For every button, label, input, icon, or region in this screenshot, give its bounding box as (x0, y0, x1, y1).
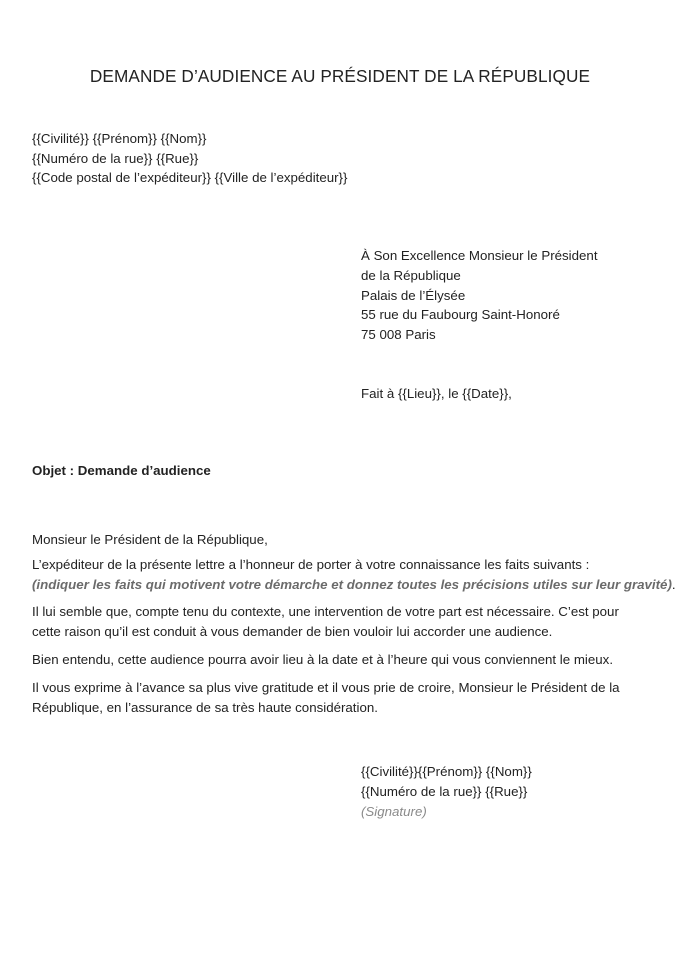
sender-name-line: {{Civilité}} {{Prénom}} {{Nom}} (32, 131, 207, 146)
letter-body (32, 530, 676, 725)
signature-name-line: {{Civilité}}{{Prénom}} {{Nom}} (361, 764, 532, 779)
facts-end: . (671, 576, 676, 592)
recipient-address (361, 246, 598, 345)
sender-city-line: {{Code postal de l’expéditeur}} {{Ville de l’expéditeur}} (32, 170, 348, 185)
closing-line-2: République, en l’assurance de sa très haute considération. (32, 699, 378, 715)
place-and-date: Fait à {{Lieu}}, le {{Date}}, (361, 386, 512, 401)
facts-intro: L’expéditeur de la présente lettre a l’honneur de porter à votre connaissance les faits suivants : (32, 556, 590, 572)
salutation: Monsieur le Président de la République, (32, 532, 268, 547)
signature-placeholder: (Signature) (361, 803, 427, 819)
request-line-2: cette raison qu’il est conduit à vous demander de bien vouloir lui accorder une audience. (32, 624, 553, 640)
body-paragraph-request (32, 602, 652, 642)
body-paragraph-closing (32, 678, 652, 718)
recipient-line-1: À Son Excellence Monsieur le Président (361, 248, 598, 263)
body-paragraph-facts (32, 555, 676, 595)
sender-street-line: {{Numéro de la rue}} {{Rue}} (32, 150, 199, 166)
facts-hint: (indiquer les faits qui motivent votre démarche et donnez toutes les précisions utiles sur leur gravité) (32, 576, 672, 592)
recipient-line-4: 55 rue du Faubourg Saint-Honoré (361, 307, 560, 323)
request-line-1: Il lui semble que, compte tenu du contexte, une intervention de votre part est nécessaire. C’est pour (32, 604, 619, 620)
closing-line-1: Il vous exprime à l’avance sa plus vive gratitude et il vous prie de croire, Monsieur le Président de la (32, 679, 620, 695)
subject-line: Objet : Demande d’audience (32, 463, 211, 478)
document-title: DEMANDE D’AUDIENCE AU PRÉSIDENT DE LA RÉPUBLIQUE (89, 66, 591, 86)
recipient-line-5: 75 008 Paris (361, 327, 436, 343)
body-paragraph-availability: Bien entendu, cette audience pourra avoir lieu à la date et à l’heure qui vous conviennent le mieux. (32, 651, 614, 667)
recipient-line-3: Palais de l’Élysée (361, 287, 466, 303)
signature-street-line: {{Numéro de la rue}} {{Rue}} (361, 783, 528, 799)
recipient-line-2: de la République (361, 267, 461, 283)
sender-address (32, 129, 347, 188)
signature-block (361, 762, 532, 821)
